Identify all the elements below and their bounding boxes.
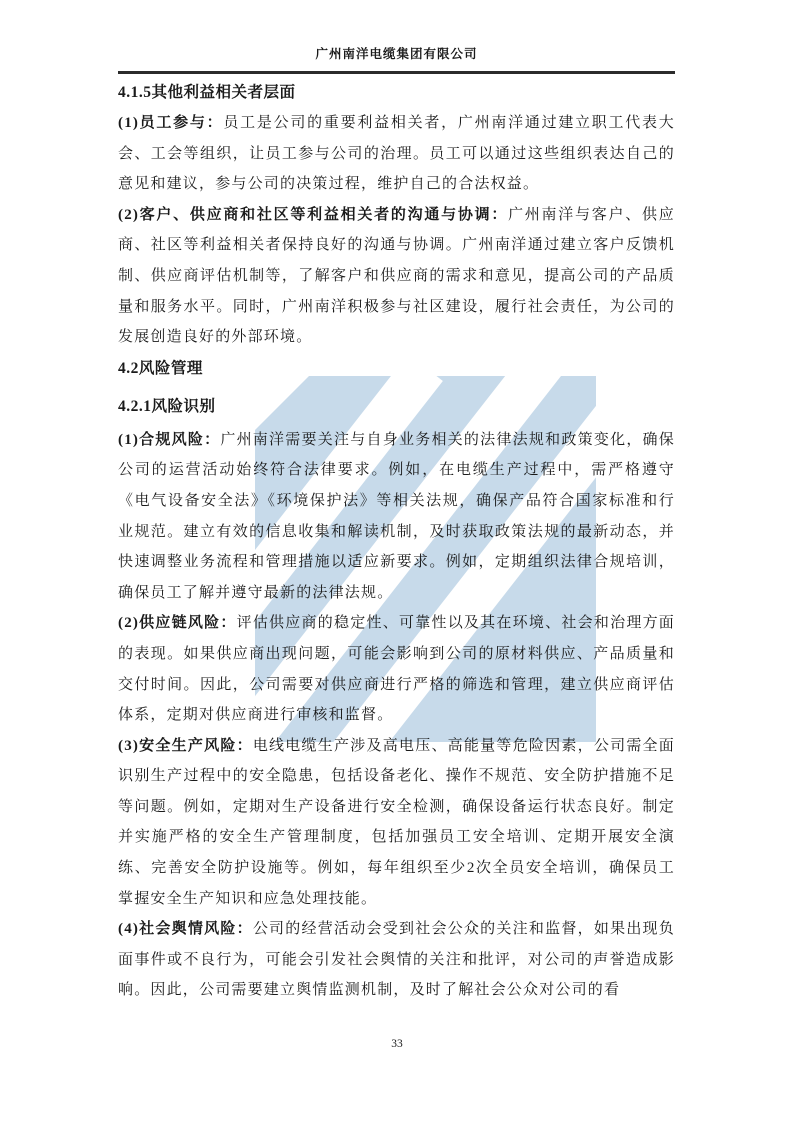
paragraph-lead: (1)员工参与： [118, 115, 224, 131]
paragraph-supply-chain-risk [118, 608, 675, 730]
heading-4-2-1: 4.2.1风险识别 [118, 397, 216, 415]
paragraph-body: 电线电缆生产涉及高电压、高能量等危险因素，公司需全面识别生产过程中的安全隐患，包括设备老化、操作不规范、安全防护措施不足等问题。例如，定期对生产设备进行安全检测，确保设备运行状态良好。制定并实施严格的安全生产管理制度，包括加强员工安全培训、定期开展安全演练、完善安全防护设施等。例如，每年组织至少2次全员安全培训，确保员工掌握安全生产知识和应急处理技能。 [118, 737, 675, 907]
paragraph-lead: (4)社会舆情风险： [118, 921, 253, 938]
paragraph-lead: (1)合规风险： [118, 431, 221, 448]
page-header [118, 46, 675, 74]
paragraph-stakeholder-communication [118, 200, 675, 353]
paragraph-body: 广州南洋与客户、供应商、社区等利益相关者保持良好的沟通与协调。广州南洋通过建立客户反馈机制、供应商评估机制等，了解客户和供应商的需求和意见，提高公司的产品质量和服务水平。同时，广州南洋积极参与社区建设，履行社会责任，为公司的发展创造良好的外部环境。 [118, 206, 675, 346]
paragraph-compliance-risk [118, 425, 675, 609]
paragraph-lead: (3)安全生产风险： [118, 737, 253, 754]
paragraph-lead: (2)客户、供应商和社区等利益相关者的沟通与协调： [118, 206, 509, 223]
header-company-name: 广州南洋电缆集团有限公司 [315, 47, 478, 61]
page-number: 33 [391, 1038, 403, 1050]
paragraph-body: 员工是公司的重要利益相关者，广州南洋通过建立职工代表大会、工会等组织，让员工参与公司的治理。员工可以通过这些组织表达自己的意见和建议，参与公司的决策过程，维护自己的合法权益。 [118, 115, 675, 193]
paragraph-lead: (2)供应链风险： [118, 615, 237, 632]
heading-4-1-5: 4.1.5其他利益相关者层面 [118, 84, 296, 101]
paragraph-production-safety-risk [118, 731, 675, 915]
paragraph-public-opinion-risk [118, 914, 675, 1006]
paragraph-employee-participation [118, 108, 675, 200]
paragraph-body: 评估供应商的稳定性、可靠性以及其在环境、社会和治理方面的表现。如果供应商出现问题，可能会影响到公司的原材料供应、产品质量和交付时间。因此，公司需要对供应商进行严格的筛选和管理，建立供应商评估体系，定期对供应商进行审核和监督。 [118, 615, 676, 724]
paragraph-body: 公司的经营活动会受到社会公众的关注和监督，如果出现负面事件或不良行为，可能会引发社会舆情的关注和批评，对公司的声誉造成影响。因此，公司需要建立舆情监测机制，及时了解社会公众对公司的看 [118, 921, 675, 999]
paragraph-body: 广州南洋需要关注与自身业务相关的法律法规和政策变化，确保公司的运营活动始终符合法律要求。例如，在电缆生产过程中，需严格遵守《电气设备安全法》《环境保护法》等相关法规，确保产品符合国家标准和行业规范。建立有效的信息收集和解读机制，及时获取政策法规的最新动态，并快速调整业务流程和管理措施以适应新要求。例如，定期组织法律合规培训，确保员工了解并遵守最新的法律法规。 [118, 431, 675, 601]
heading-4-2: 4.2风险管理 [118, 359, 203, 377]
